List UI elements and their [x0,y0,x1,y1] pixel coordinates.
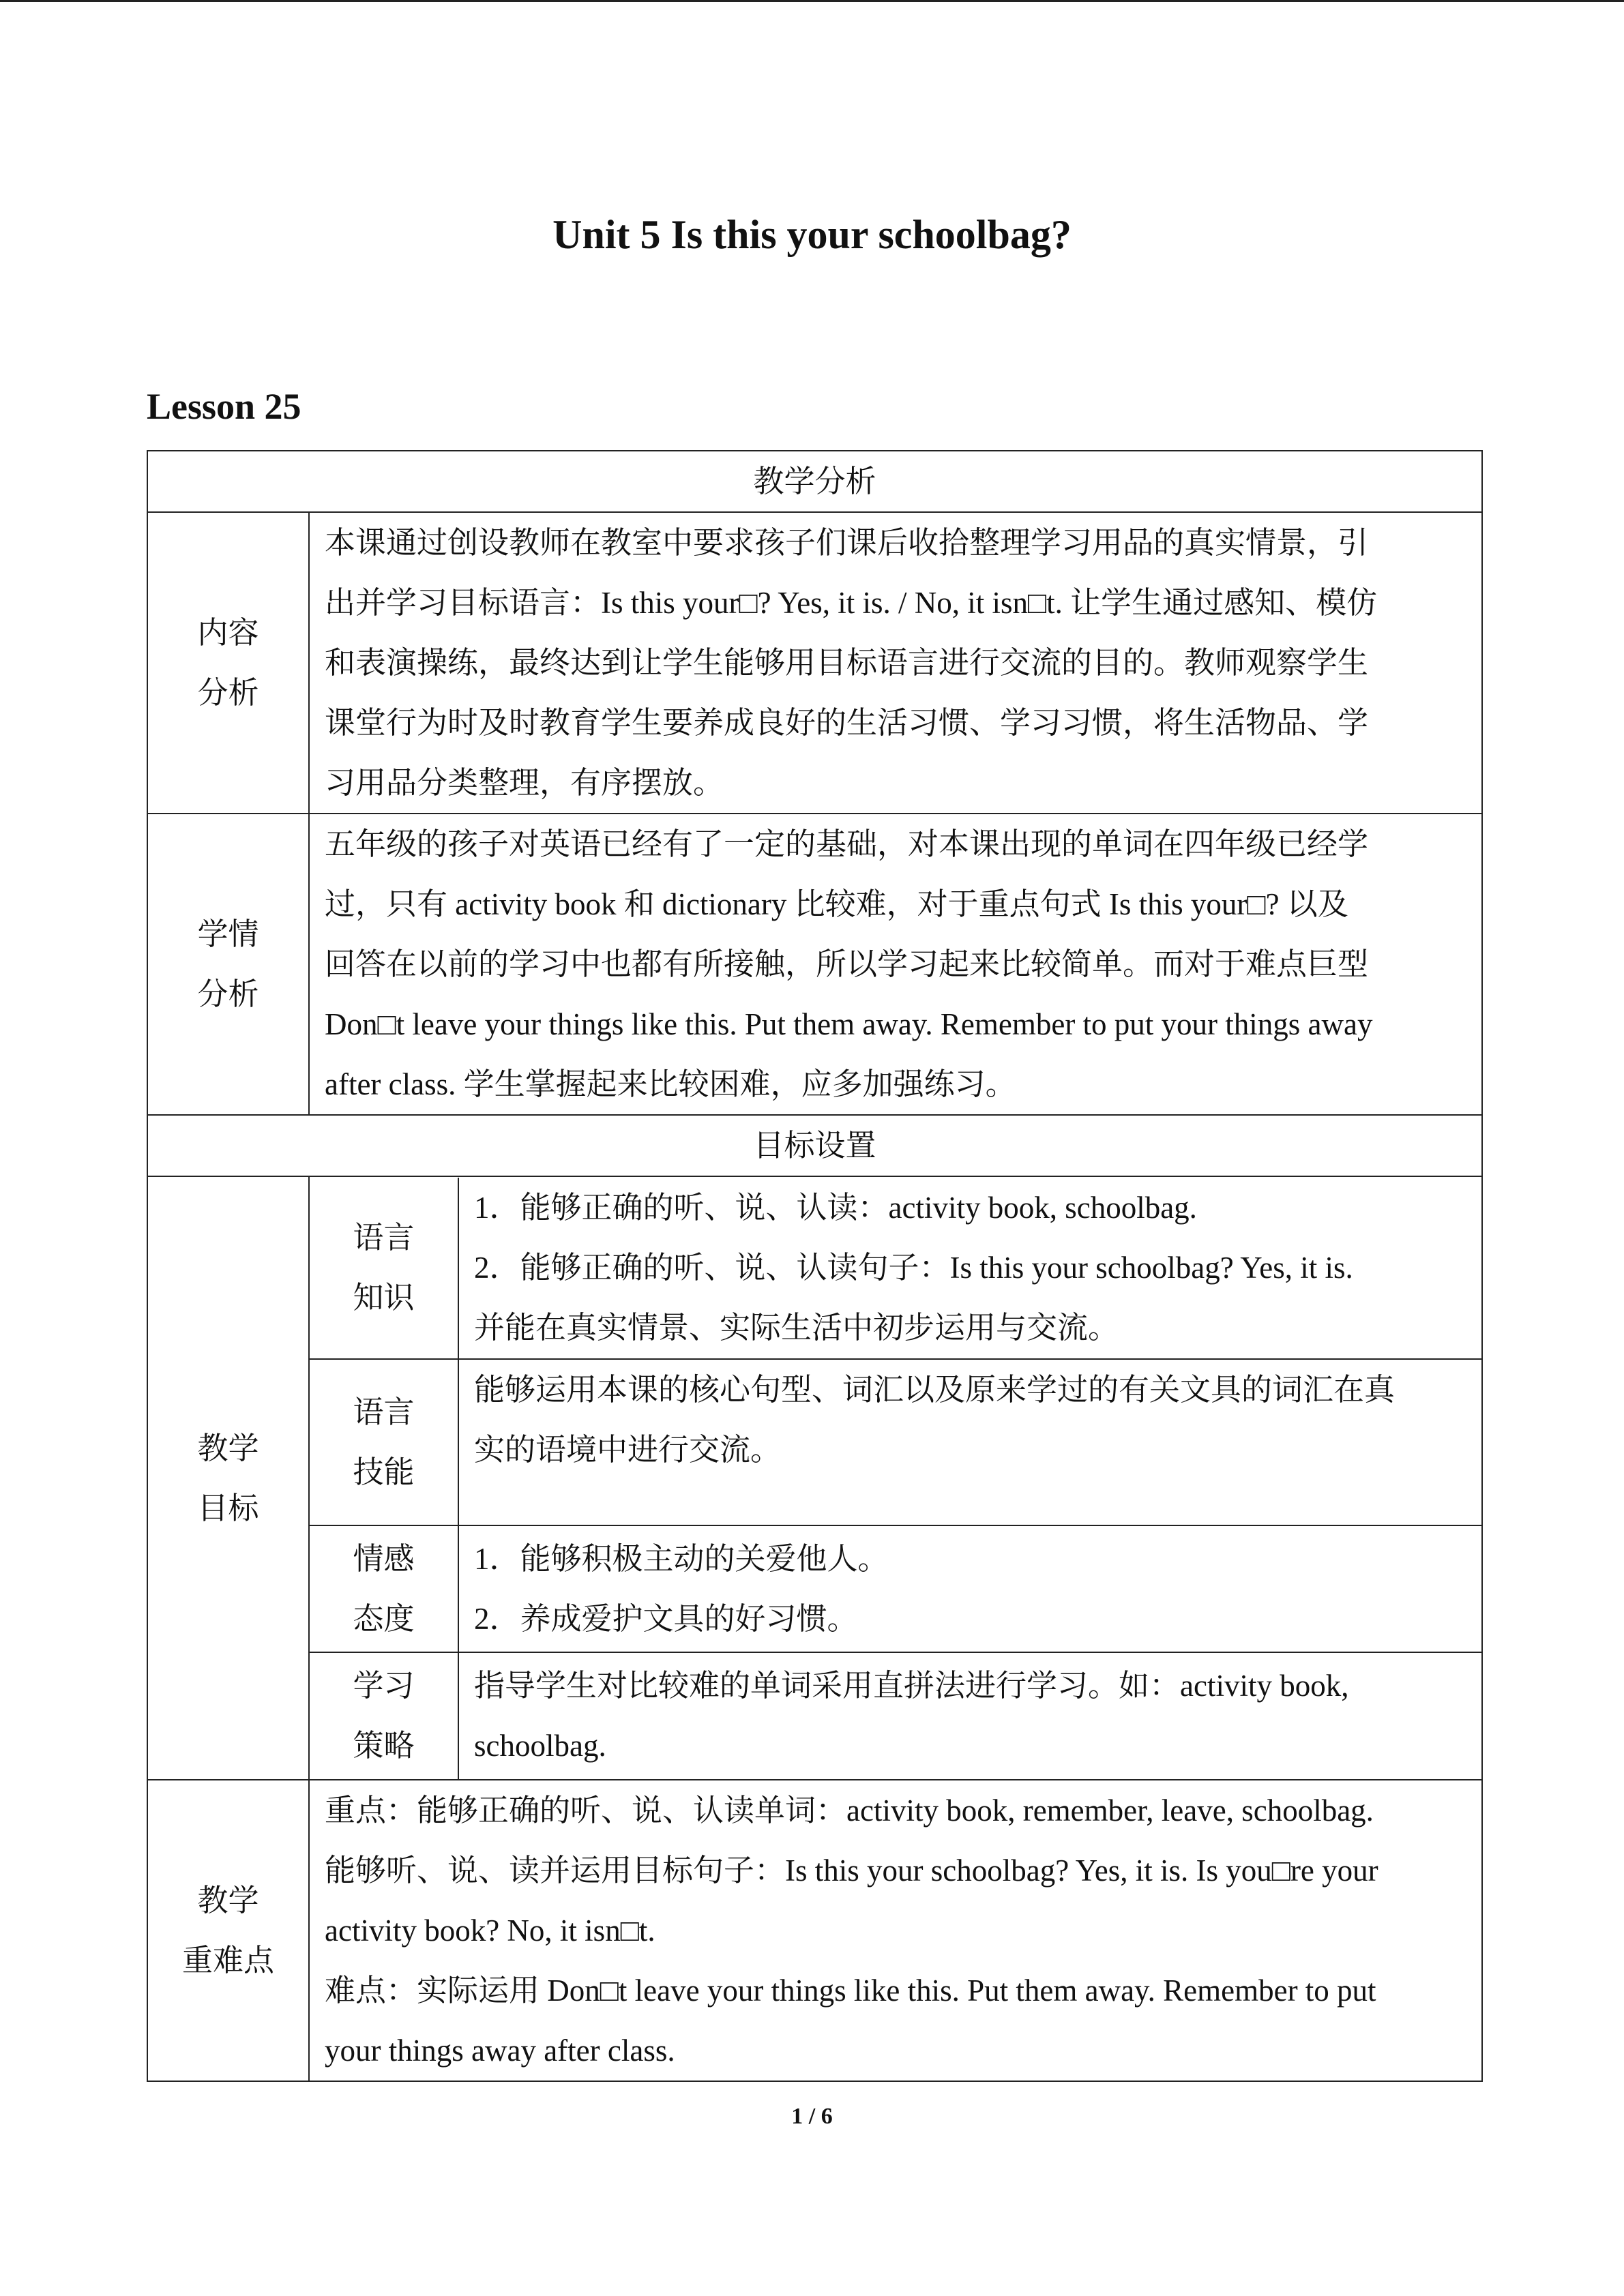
text-line: 本课通过创设教师在教室中要求孩子们课后收拾整理学习用品的真实情景，引 [325,526,1369,560]
content-analysis-text [309,512,1482,814]
label-line: 情感 [353,1541,415,1576]
text-line: 2．能够正确的听、说、认读句子：Is this your schoolbag? Yes, it is. [474,1250,1353,1285]
lesson-heading: Lesson 25 [147,386,301,427]
text-line: 2．养成爱护文具的好习惯。 [474,1601,858,1636]
attitude-text [458,1525,1483,1652]
text-line: 并能在真实情景、实际生活中初步运用与交流。 [474,1310,1119,1345]
goals-subtable [310,1178,1483,1779]
text-line: your things away after class. [325,2033,675,2068]
text-line: 能够听、说、读并运用目标句子：Is this your schoolbag? Yes, it is. Is you□re your [325,1853,1378,1888]
text-line: 实的语境中进行交流。 [474,1432,782,1467]
text-line: 五年级的孩子对英语已经有了一定的基础，对本课出现的单词在四年级已经学 [325,827,1369,861]
label-line: 教学 [197,1883,259,1918]
label-line: 教学 [197,1431,259,1465]
label-line: 语言 [353,1395,415,1429]
label-line: 学情 [197,917,259,951]
key-points-text [309,1780,1482,2081]
label-line: 语言 [353,1221,415,1255]
text-line: 能够运用本课的核心句型、词汇以及原来学过的有关文具的词汇在真 [474,1372,1396,1407]
label-line: 内容 [197,616,259,650]
page-number: 1 / 6 [791,2104,833,2129]
label-line: 知识 [353,1281,415,1315]
label-line: 态度 [353,1601,415,1636]
label-line: 目标 [197,1491,259,1525]
skills-label [310,1359,458,1525]
text-line: 和表演操练，最终达到让学生能够用目标语言进行交流的目的。教师观察学生 [325,646,1369,680]
text-line: 习用品分类整理，有序摆放。 [325,766,724,800]
strategy-label [310,1652,458,1779]
students-analysis-label [147,814,309,1115]
knowledge-label [310,1178,458,1359]
text-line: 重点：能够正确的听、说、认读单词：activity book, remember, leave, schoolbag. [325,1793,1374,1828]
students-analysis-text [309,814,1482,1115]
text-line: Don□t leave your things like this. Put them away. Remember to put your things away [325,1007,1373,1041]
label-line: 策略 [353,1729,415,1763]
label-line: 分析 [197,676,259,710]
document-title: Unit 5 Is this your schoolbag? [552,212,1072,257]
label-line: 分析 [197,977,259,1011]
text-line: activity book? No, it isn□t. [325,1913,655,1948]
content-analysis-label [147,512,309,814]
text-line: 指导学生对比较难的单词采用直拼法进行学习。如：activity book, [474,1669,1349,1703]
goals-header: 目标设置 [147,1115,1482,1176]
label-line: 技能 [353,1455,415,1489]
attitude-label [310,1525,458,1652]
key-points-label [147,1780,309,2081]
analysis-header: 教学分析 [147,451,1482,512]
label-line: 重难点 [181,1943,274,1978]
skills-text [458,1359,1483,1525]
text-line: 课堂行为时及时教育学生要养成良好的生活习惯、学习习惯，将生活物品、学 [325,706,1369,740]
lesson-plan-table [147,450,1483,2082]
text-line: 1．能够积极主动的关爱他人。 [474,1541,889,1576]
text-line: 1．能够正确的听、说、认读：activity book, schoolbag. [474,1190,1197,1225]
knowledge-text [458,1178,1483,1359]
text-line: schoolbag. [474,1729,606,1763]
top-border-line [0,0,1624,2]
text-line: 难点：实际运用 Don□t leave your things like this. Put them away. Remember to put [325,1973,1376,2008]
text-line: after class. 学生掌握起来比较困难，应多加强练习。 [325,1067,1016,1101]
text-line: 出并学习目标语言：Is this your□? Yes, it is. / No, it isn□t. 让学生通过感知、模仿 [325,586,1378,620]
label-line: 学习 [353,1669,415,1703]
text-line: 过，只有 activity book 和 dictionary 比较难，对于重点句式 Is this your□? 以及 [325,887,1348,921]
text-line: 回答在以前的学习中也都有所接触，所以学习起来比较简单。而对于难点巨型 [325,947,1369,981]
strategy-text [458,1652,1483,1779]
teaching-goals-label [147,1176,309,1780]
